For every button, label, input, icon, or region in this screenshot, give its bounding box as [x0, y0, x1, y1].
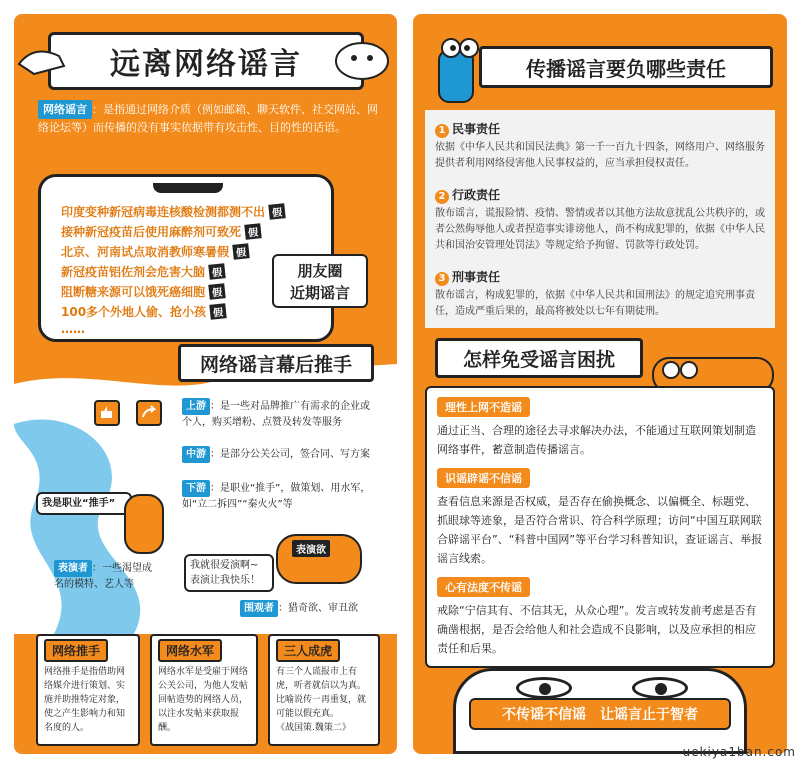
rumor-item: 印度变种新冠病毒连核酸检测都测不出 假: [61, 203, 285, 220]
right-eye-icon: [632, 677, 688, 699]
avoid-list: [425, 386, 775, 668]
cartoon-hand-icon: [14, 34, 74, 84]
phone-notch: [153, 183, 223, 193]
avoid-item: 心有法度不传谣 戒除“宁信其有、不信其无，从众心理”。发言或转发前考虑是否有确凿根据，是否会给他人和社会造成不良影响，以及应承担的相应责任和后果。: [437, 576, 763, 658]
responsibility-list: [425, 110, 775, 328]
right-panel: [413, 14, 787, 754]
main-title: 远离网络谣言: [48, 32, 364, 90]
role-performer: 表演者 ：一些渴望成名的模特、艺人等: [54, 560, 154, 592]
rumor-item: 阻断糖来源可以饿死癌细胞 假: [61, 283, 225, 300]
pusher-character: [124, 494, 164, 554]
fake-stamp: 假: [209, 303, 226, 320]
definition-term: 网络谣言: [38, 100, 92, 119]
card-three-tigers: 三人成虎 有三个人谎报市上有虎，听者就信以为真。比喻说传一再重复，就可能以假充真。 《战国策.魏策二》: [268, 634, 380, 746]
rumor-item: 北京、河南试点取消教师寒暑假 假: [61, 243, 249, 260]
fake-stamp: 假: [208, 283, 225, 300]
cartoon-face-icon: [332, 36, 397, 86]
avoid-item: 理性上网不造谣 通过正当、合理的途径去寻求解决办法，不能通过互联网策划制造网络事件，蓄意制造传播谣言。: [437, 396, 763, 459]
avoid-item: 识谣辟谣不信谣 查看信息来源是否权威，是否存在偷换概念、以偏概全、标题党、抓眼球等迹象，是否符合常识、符合科学原理；访问“中国互联网联合辟谣平台”、“科普中国网”等平台学习科普知识，查证谣言、举报谣言线索。: [437, 467, 763, 568]
fake-stamp: 假: [208, 263, 225, 280]
fake-stamp: 假: [268, 203, 285, 220]
watermark: uekiya1ban.com: [682, 745, 796, 759]
performer-tag: 表演欲: [292, 540, 330, 557]
role-downstream: 下游 ：是职业“推手”，做策划、用水军，如“立二拆四”“秦火火”等: [182, 480, 378, 512]
definition-text: ：是指通过网络介质（例如邮箱、聊天软件、社交网站、网络论坛等）而传播的没有事实依据带有攻击性、目的性的话语。: [38, 103, 378, 134]
rumor-item: 100多个外地人偷、抢小孩 假: [61, 303, 226, 320]
behind-title: 网络谣言幕后推手: [178, 344, 374, 382]
role-onlooker: 围观者 ：猎奇欲、审丑欲: [240, 600, 380, 617]
share-icon: [136, 400, 162, 426]
rumor-item: 新冠疫苗铝佐剂会危害大脑 假: [61, 263, 225, 280]
responsibility-item: 3 刑事责任 散布谣言，构成犯罪的，依据《中华人民共和国刑法》的规定追究刑事责任，造成严重后果的，最高将被处以七年有期徒刑。: [435, 270, 755, 317]
rumor-definition: [38, 100, 378, 136]
responsibility-item: 2 行政责任 散布谣言，谎报险情、疫情、警情或者以其他方法故意扰乱公共秩序的，或者公然侮辱他人或者捏造事实诽谤他人，尚不构成犯罪的，依据《中华人民共和国治安管理处罚法》等规定给予拘留、罚款等行政处罚。: [435, 188, 765, 251]
rumor-ellipsis: ……: [61, 322, 85, 336]
cartoon-phone-character-icon: [431, 30, 491, 106]
card-water-army: 网络水军 网络水军是受雇于网络公关公司，为他人发帖回帖造势的网络人员，以注水发帖来获取报酬。: [150, 634, 258, 746]
fake-stamp: 假: [232, 243, 249, 260]
friends-circle-label: 朋友圈 近期谣言: [272, 254, 368, 308]
fake-stamp: 假: [244, 223, 261, 240]
left-panel: [14, 14, 397, 754]
card-net-pusher: 网络推手 网络推手是指借助网络媒介进行策划、实施并助推特定对象，使之产生影响力和知名度的人。: [36, 634, 140, 746]
avoid-title: 怎样免受谣言困扰: [435, 338, 643, 378]
performer-character: [276, 534, 362, 584]
pusher-speech-bubble: 我是职业“推手”: [36, 492, 132, 515]
responsibility-title: 传播谣言要负哪些责任: [479, 46, 773, 88]
role-midstream: 中游 ：是部分公关公司，签合同、写方案: [182, 446, 378, 463]
thumbs-up-icon: [94, 400, 120, 426]
role-upstream: 上游 ：是一些对品牌推广有需求的企业或个人，购买增粉、点赞及转发等服务: [182, 398, 378, 430]
rumor-item: 接种新冠疫苗后使用麻醉剂可致死 假: [61, 223, 261, 240]
performer-speech-bubble: 我就很爱演啊~表演让我快乐！: [184, 554, 274, 592]
responsibility-item: 1 民事责任 依据《中华人民共和国民法典》第一千一百九十四条，网络用户、网络服务提供者利用网络侵害他人民事权益的，应当承担侵权责任。: [435, 122, 765, 169]
slogan-banner: 不传谣不信谣 让谣言止于智者: [469, 698, 731, 730]
left-eye-icon: [516, 677, 572, 699]
